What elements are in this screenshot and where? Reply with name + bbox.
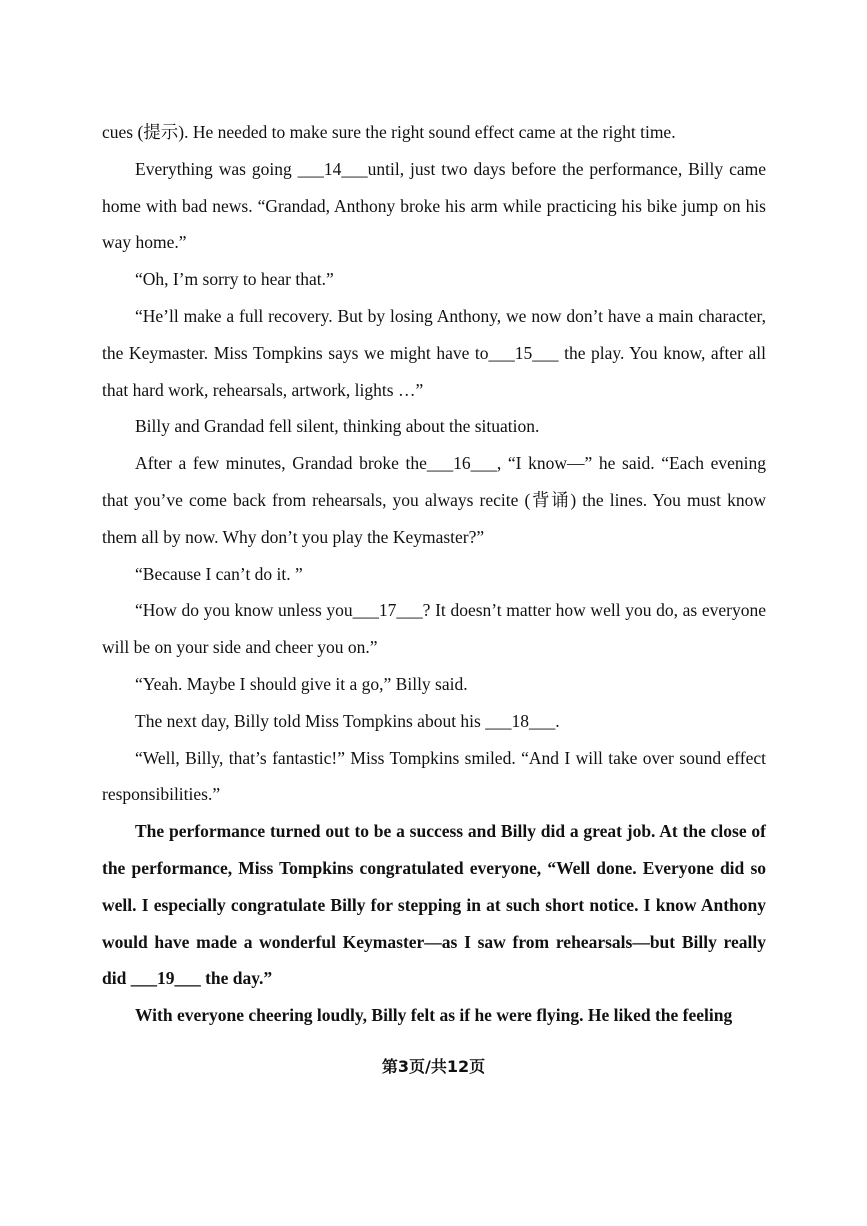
page-number-footer: 第3页/共12页 xyxy=(381,1057,486,1076)
paragraph-12: The performance turned out to be a success and Billy did a great job. At the close of the performance, Miss Tompkins congratulated everyone, “Well done. Everyone did so well. I especially congratulate Billy for stepping in at such short notice. I know Anthony would have made a wonderful Keymaster—as I saw from rehearsals—but Billy really did ___19___ the day.” xyxy=(102,821,766,989)
paragraph-8: “How do you know unless you___17___? It doesn’t matter how well you do, as everyone will be on your side and cheer you on.” xyxy=(102,600,766,658)
paragraph-5: Billy and Grandad fell silent, thinking about the situation. xyxy=(135,416,540,437)
paragraph-1: cues (提示). He needed to make sure the right sound effect came at the right time. xyxy=(102,122,676,142)
paragraph-3: “Oh, I’m sorry to hear that.” xyxy=(135,269,334,290)
paragraph-7: “Because I can’t do it. ” xyxy=(135,563,303,584)
paragraph-13: With everyone cheering loudly, Billy felt as if he were flying. He liked the feeling xyxy=(135,1005,733,1026)
paragraph-9: “Yeah. Maybe I should give it a go,” Billy said. xyxy=(135,673,468,694)
paragraph-11: “Well, Billy, that’s fantastic!” Miss Tompkins smiled. “And I will take over sound effect responsibilities.” xyxy=(102,747,766,805)
paragraph-4: “He’ll make a full recovery. But by losing Anthony, we now don’t have a main character, the Keymaster. Miss Tompkins says we might have to___15___ the play. You know, after all that hard work, rehearsals, artwork, lights …” xyxy=(102,305,766,400)
passage-text xyxy=(102,114,766,1034)
paragraph-10: The next day, Billy told Miss Tompkins about his ___18___. xyxy=(135,710,560,731)
paragraph-6: After a few minutes, Grandad broke the___16___, “I know—” he said. “Each evening that you’ve come back from rehearsals, you always recite (背诵) the lines. You must know them all by now. Why don’t you play the Keymaster?” xyxy=(102,453,766,547)
paragraph-2: Everything was going ___14___until, just two days before the performance, Billy came home with bad news. “Grandad, Anthony broke his arm while practicing his bike jump on his way home.” xyxy=(102,158,766,253)
